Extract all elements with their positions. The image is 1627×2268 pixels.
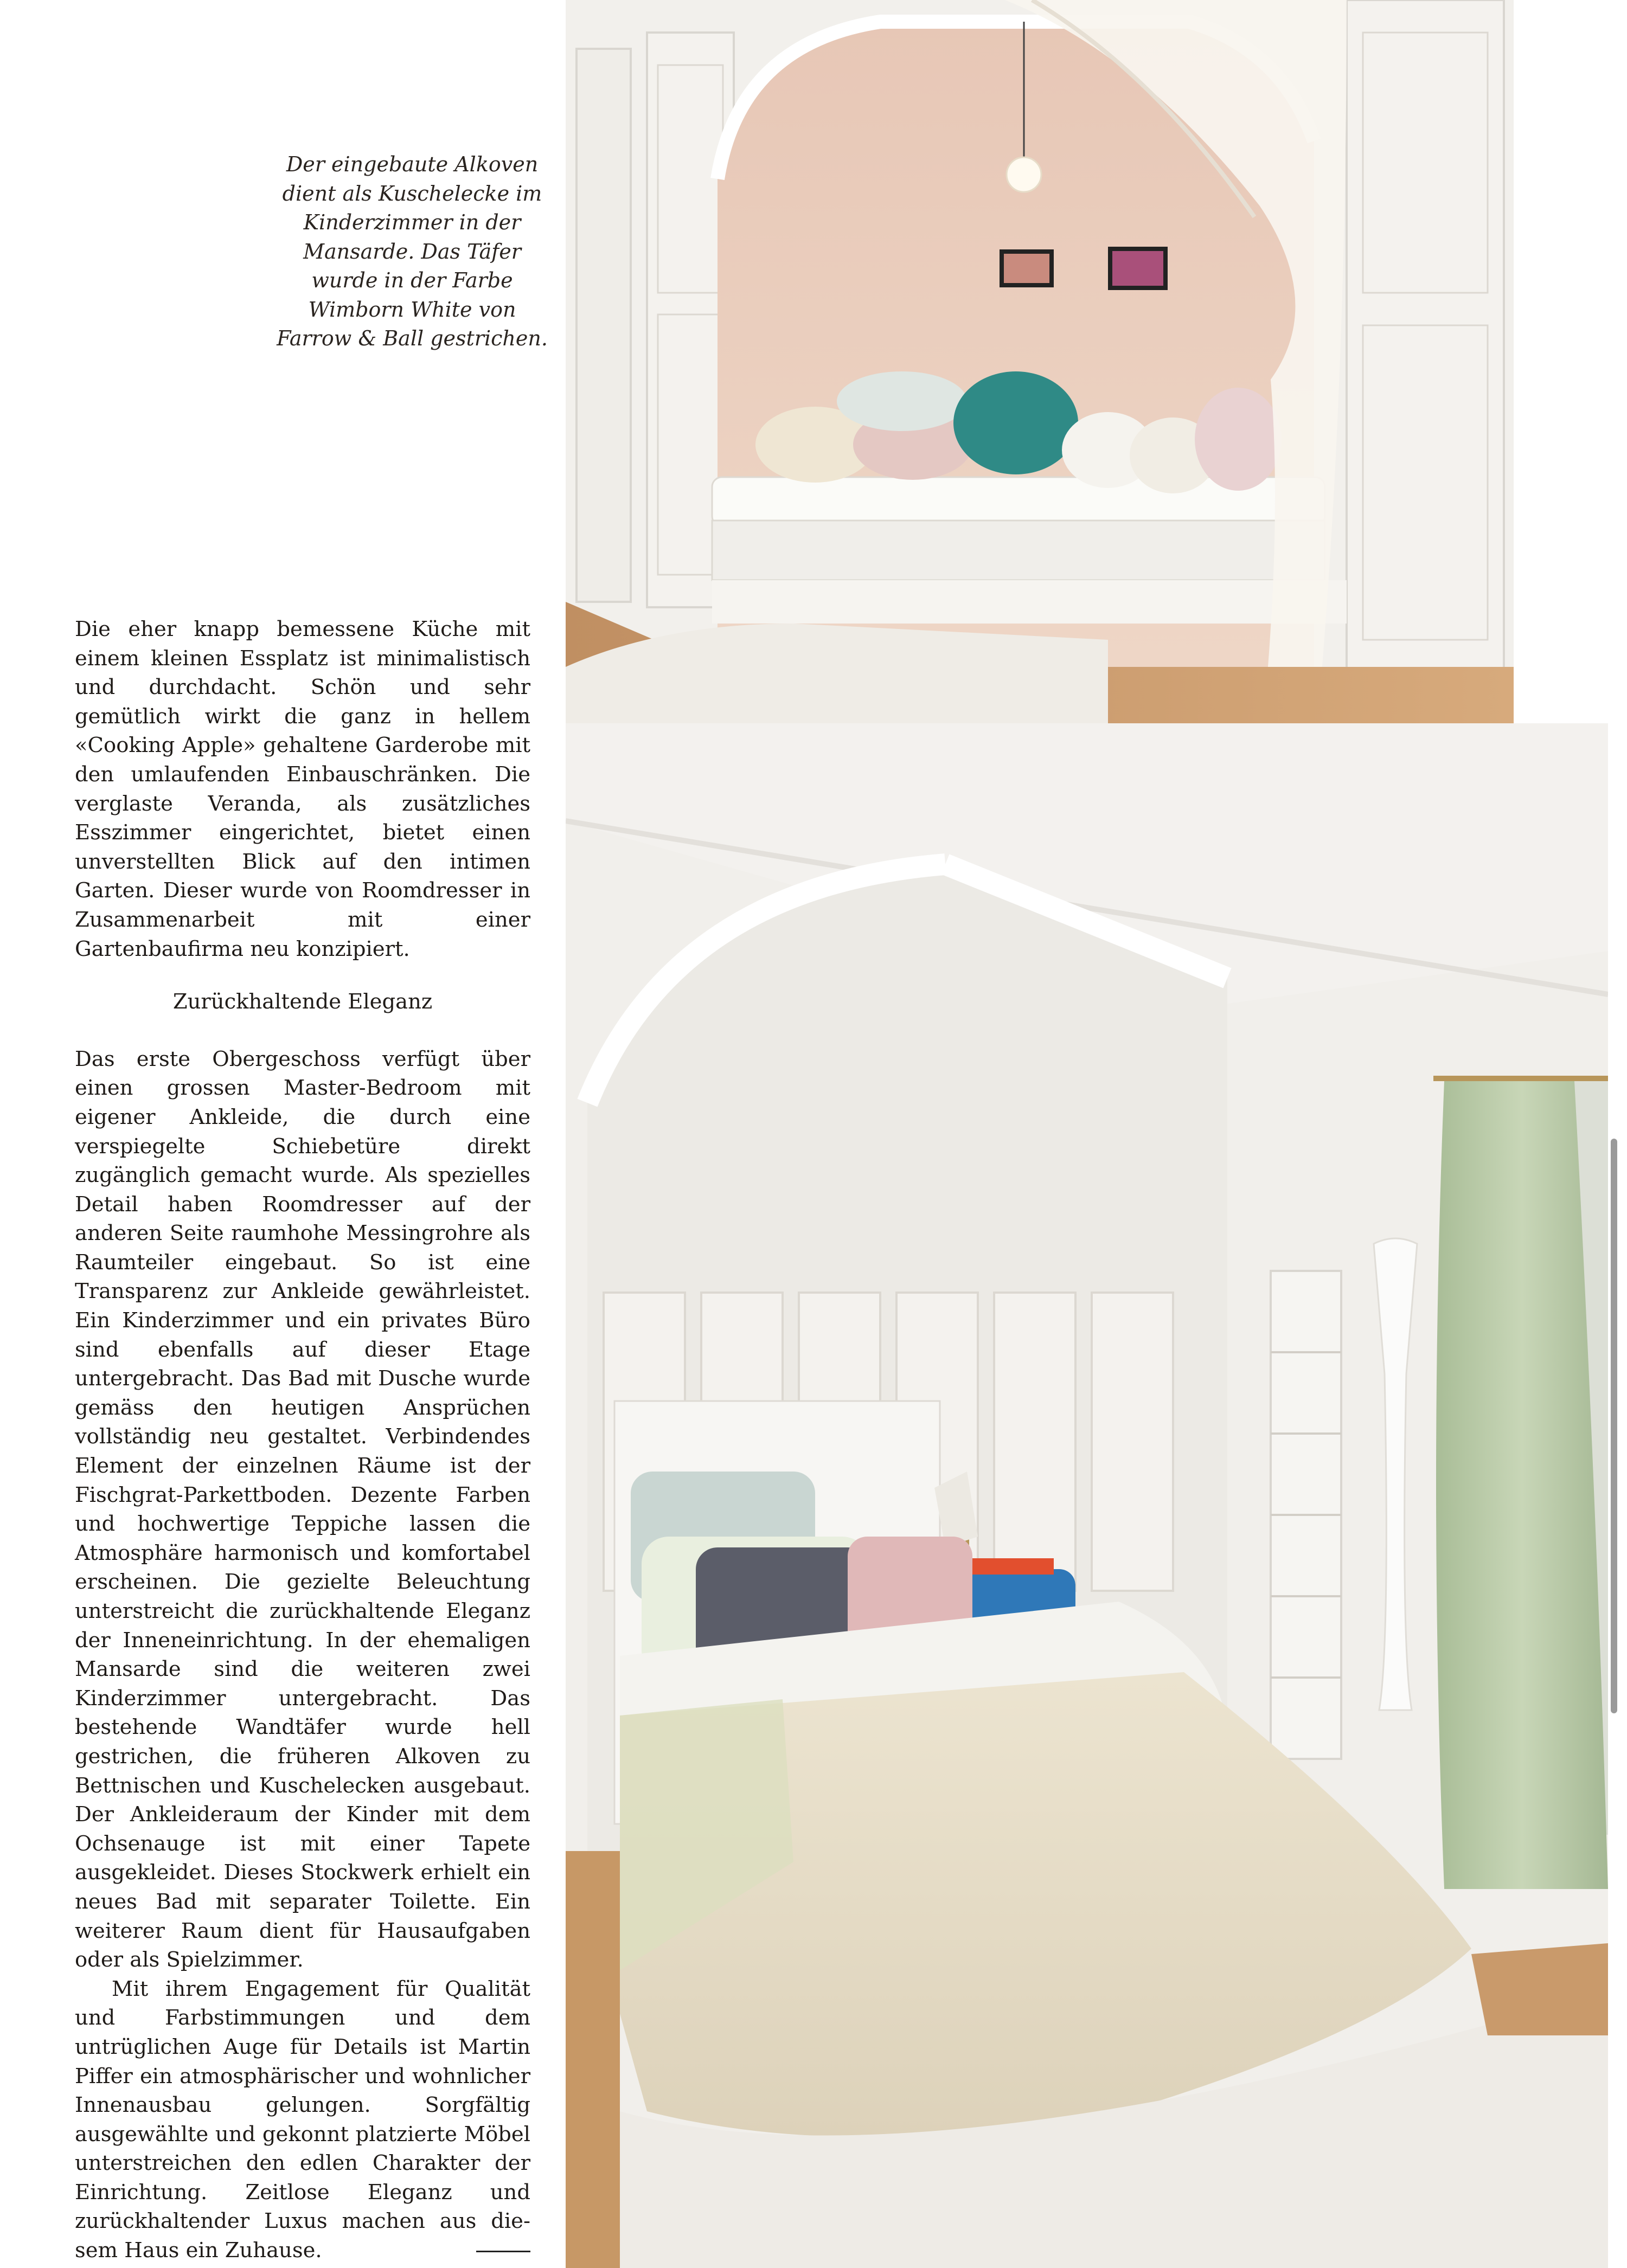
photo-alcove-nook [566, 0, 1514, 723]
article-paragraph: Die eher knapp bemessene Küche mit einem kleinen Essplatz ist minimalistisch und durchdacht. Schön und sehr gemütlich wirkt die ganz in hellem «Cooking Apple» gehaltene Garderobe mit den umlaufenden Einbauschränken. Die verglaste Veranda, als zusätzliches Esszimmer eingerichtet, bietet einen unverstellten Blick auf den intimen Garten. Dieser wurde von Roomdresser in Zusammenarbeit mit einer Gartenbaufirma neu konzipiert. [75, 617, 530, 961]
article-paragraph-final [75, 1975, 530, 2265]
article-body [75, 615, 530, 2265]
article-paragraph: Das erste Obergeschoss verfügt über einen grossen Master-Bedroom mit eigener Ankleide, die durch eine verspiegelte Schiebetüre direkt zugänglich gemacht wurde. Als spezielles Detail haben Roomdresser auf der anderen Seite raumhohe Messingrohre als Raumteiler eingebaut. So ist eine Transparenz zur Ankleide gewährleistet. Ein Kinderzimmer und ein privates Büro sind ebenfalls auf dieser Etage untergebracht. Das Bad mit Dusche wurde gemäss den heutigen Ansprüchen vollständig neu gestaltet. Verbindendes Element der einzelnen Räume ist der Fischgrat-Parkettboden. Dezente Farben und hochwertige Teppiche lassen die Atmosphäre harmonisch und komfortabel erscheinen. Die gezielte Beleuchtung unterstreicht die zurückhaltende Eleganz der Inneneinrichtung. In der ehemaligen Mansarde sind die weiteren zwei Kinderzimmer untergebracht. Das bestehende Wandtäfer wurde hell gestrichen, die früheren Alkoven zu Bettnischen und Kuschelecken ausgebaut. Der Ankleideraum der Kinder mit dem Ochsenauge ist mit einer Tapete ausgekleidet. Dieses Stockwerk erhielt ein neues Bad mit separater Toilette. Ein weiterer Raum dient für Hausaufgaben oder als Spielzimmer. [75, 1046, 530, 1973]
bedroom-illustration [566, 723, 1608, 2268]
vertical-scrollbar[interactable] [1611, 1139, 1617, 1713]
end-mark [476, 2251, 530, 2252]
alcove-illustration [566, 0, 1514, 723]
photo-bedroom-alcove [566, 723, 1608, 2268]
photo-caption-alcove: Der eingebaute Alkoven dient als Kuschelecke im Kinderzimmer in der Mansarde. Das Täfer wurde in der Farbe Wimborn White von Farrow & Ball gestrichen. [277, 152, 548, 350]
article-subheading: Zurückhaltende Eleganz [172, 990, 433, 1014]
article-paragraph-text: Mit ihrem Engagement für Qualität und Farbstimmungen und dem untrüglichen Auge für Details ist Martin Piffer ein atmosphärischer und wohnlicher Innenausbau gelungen. Sorgfältig ausgewählte und gekonnt platzierte Möbel unterstreichen den edlen Charakter der Einrichtung. Zeitlose Eleganz und zurückhaltender Luxus machen aus diesem Haus ein Zuhause. [75, 1976, 530, 2263]
